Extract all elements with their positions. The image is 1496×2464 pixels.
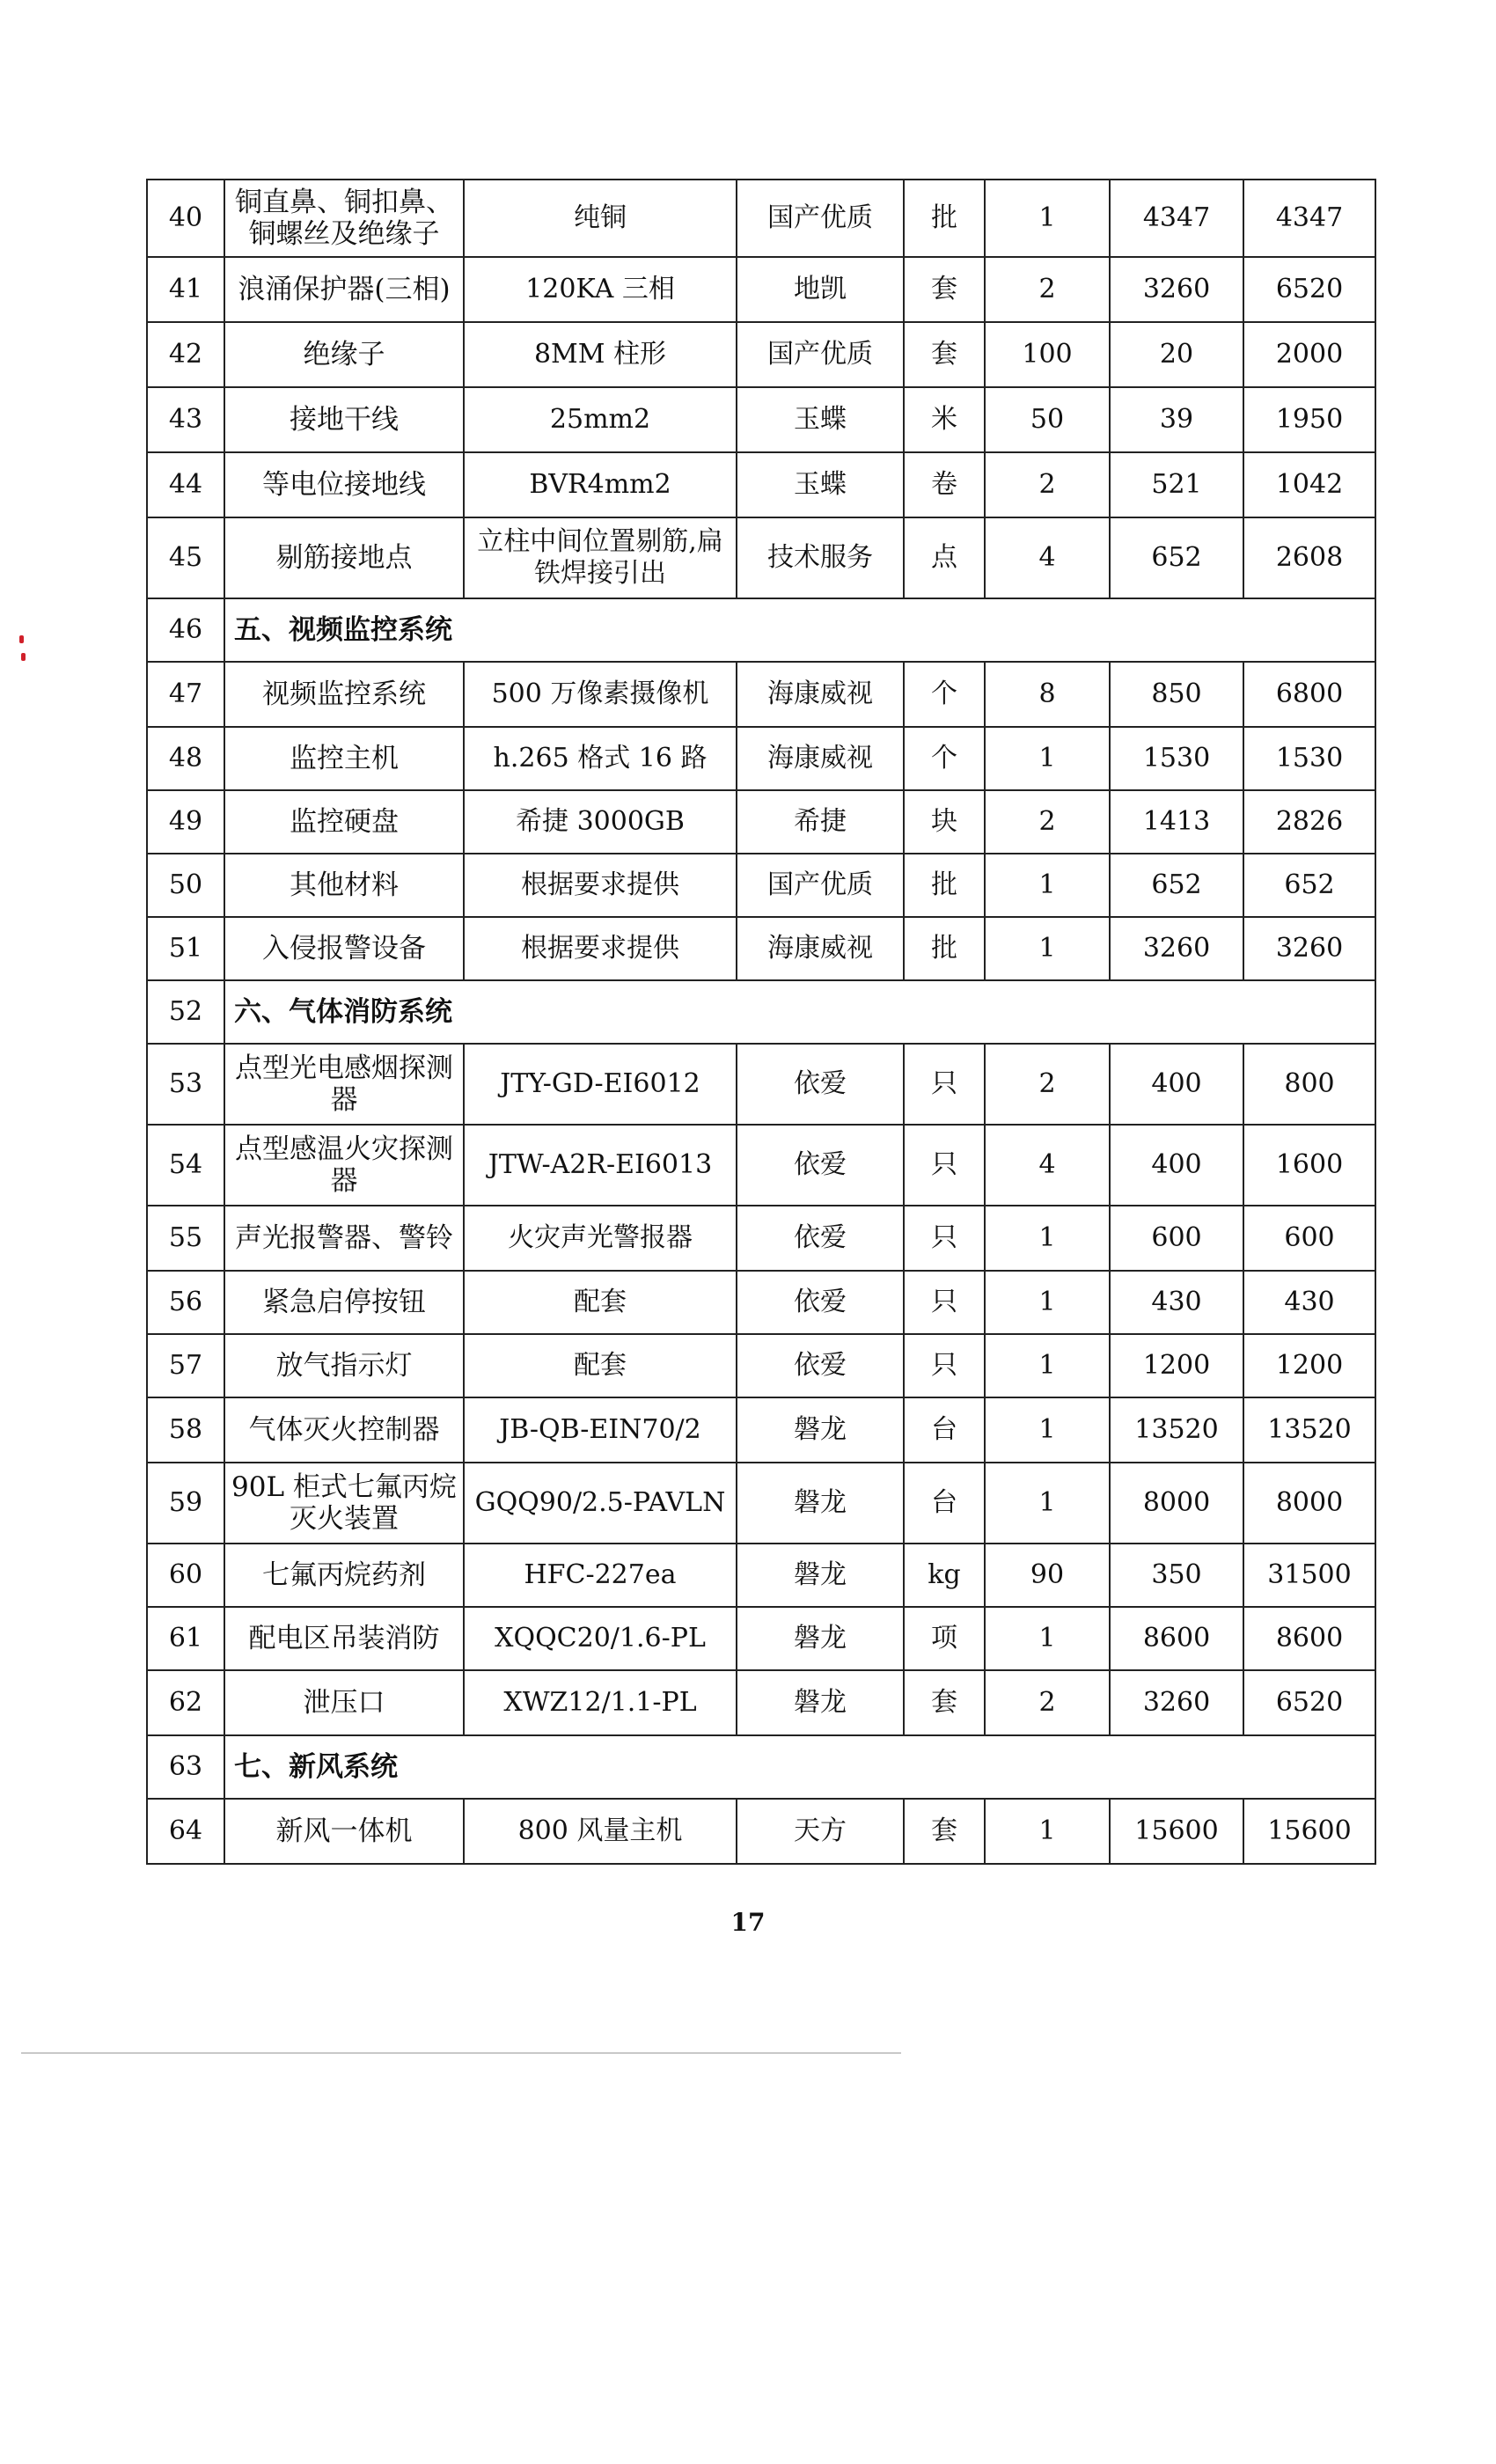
scan-artifact-line: [21, 2052, 901, 2054]
table-row: [147, 1271, 1375, 1334]
scan-artifact-mark: [19, 635, 24, 643]
row-number-cell: 49: [147, 790, 224, 854]
item-name-cell: 七氟丙烷药剂: [224, 1544, 464, 1607]
item-name-cell: 监控主机: [224, 727, 464, 790]
quantity-cell: 8: [985, 662, 1110, 727]
item-name-cell: 其他材料: [224, 854, 464, 917]
unit-cell: 项: [904, 1607, 985, 1670]
spec-cell: 配套: [464, 1271, 737, 1334]
spec-cell: JB-QB-EIN70/2: [464, 1397, 737, 1463]
brand-cell: 海康威视: [737, 727, 904, 790]
table-row: [147, 1463, 1375, 1544]
total-price-cell: 800: [1243, 1044, 1375, 1125]
unit-price-cell: 8600: [1110, 1607, 1243, 1670]
brand-cell: 依爱: [737, 1334, 904, 1397]
brand-cell: 天方: [737, 1799, 904, 1864]
row-number-cell: 59: [147, 1463, 224, 1544]
total-price-cell: 1200: [1243, 1334, 1375, 1397]
row-number-cell: 48: [147, 727, 224, 790]
item-name-cell: 绝缘子: [224, 322, 464, 387]
item-name-cell: 视频监控系统: [224, 662, 464, 727]
item-name-cell: 气体灭火控制器: [224, 1397, 464, 1463]
brand-cell: 磐龙: [737, 1397, 904, 1463]
quantity-cell: 1: [985, 854, 1110, 917]
quantity-cell: 2: [985, 452, 1110, 517]
table-row: [147, 387, 1375, 452]
spec-cell: 25mm2: [464, 387, 737, 452]
brand-cell: 依爱: [737, 1125, 904, 1206]
item-name-cell: 入侵报警设备: [224, 917, 464, 980]
unit-price-cell: 652: [1110, 517, 1243, 598]
unit-cell: 只: [904, 1044, 985, 1125]
unit-cell: 台: [904, 1463, 985, 1544]
brand-cell: 依爱: [737, 1044, 904, 1125]
quantity-cell: 2: [985, 1044, 1110, 1125]
item-name-cell: 放气指示灯: [224, 1334, 464, 1397]
page-number: 17: [730, 1908, 766, 1937]
table-row: [147, 662, 1375, 727]
spec-cell: 8MM 柱形: [464, 322, 737, 387]
total-price-cell: 4347: [1243, 180, 1375, 257]
row-number-cell: 50: [147, 854, 224, 917]
table-row: [147, 1670, 1375, 1735]
unit-price-cell: 350: [1110, 1544, 1243, 1607]
spec-cell: BVR4mm2: [464, 452, 737, 517]
quantity-cell: 4: [985, 517, 1110, 598]
table-row: [147, 917, 1375, 980]
quantity-cell: 90: [985, 1544, 1110, 1607]
unit-cell: 点: [904, 517, 985, 598]
table-row: [147, 790, 1375, 854]
table-row: [147, 1334, 1375, 1397]
unit-price-cell: 3260: [1110, 917, 1243, 980]
spec-cell: 根据要求提供: [464, 854, 737, 917]
item-name-cell: 等电位接地线: [224, 452, 464, 517]
spec-cell: XQQC20/1.6-PL: [464, 1607, 737, 1670]
total-price-cell: 8600: [1243, 1607, 1375, 1670]
table-row: [147, 1206, 1375, 1271]
quantity-cell: 4: [985, 1125, 1110, 1206]
item-name-cell: 声光报警器、警铃: [224, 1206, 464, 1271]
spec-cell: 配套: [464, 1334, 737, 1397]
section-row: [147, 980, 1375, 1044]
quantity-cell: 1: [985, 1463, 1110, 1544]
quantity-cell: 2: [985, 790, 1110, 854]
quantity-cell: 1: [985, 1206, 1110, 1271]
section-title-cell: 七、新风系统: [224, 1735, 1375, 1799]
brand-cell: 玉蝶: [737, 387, 904, 452]
brand-cell: 磐龙: [737, 1670, 904, 1735]
row-number-cell: 51: [147, 917, 224, 980]
row-number-cell: 52: [147, 980, 224, 1044]
row-number-cell: 61: [147, 1607, 224, 1670]
item-name-cell: 接地干线: [224, 387, 464, 452]
unit-price-cell: 39: [1110, 387, 1243, 452]
row-number-cell: 45: [147, 517, 224, 598]
spec-cell: HFC-227ea: [464, 1544, 737, 1607]
spec-cell: JTY-GD-EI6012: [464, 1044, 737, 1125]
unit-cell: 只: [904, 1334, 985, 1397]
brand-cell: 希捷: [737, 790, 904, 854]
total-price-cell: 6520: [1243, 257, 1375, 322]
unit-cell: 批: [904, 854, 985, 917]
unit-cell: 套: [904, 322, 985, 387]
quantity-cell: 1: [985, 917, 1110, 980]
spec-cell: 500 万像素摄像机: [464, 662, 737, 727]
quantity-cell: 1: [985, 1397, 1110, 1463]
brand-cell: 磐龙: [737, 1607, 904, 1670]
quantity-cell: 1: [985, 1271, 1110, 1334]
brand-cell: 依爱: [737, 1206, 904, 1271]
quantity-cell: 1: [985, 1607, 1110, 1670]
unit-price-cell: 521: [1110, 452, 1243, 517]
unit-price-cell: 1200: [1110, 1334, 1243, 1397]
total-price-cell: 3260: [1243, 917, 1375, 980]
total-price-cell: 8000: [1243, 1463, 1375, 1544]
row-number-cell: 64: [147, 1799, 224, 1864]
unit-cell: 个: [904, 727, 985, 790]
table-row: [147, 180, 1375, 257]
brand-cell: 国产优质: [737, 854, 904, 917]
spec-cell: 希捷 3000GB: [464, 790, 737, 854]
spec-cell: 120KA 三相: [464, 257, 737, 322]
brand-cell: 磐龙: [737, 1544, 904, 1607]
row-number-cell: 58: [147, 1397, 224, 1463]
row-number-cell: 53: [147, 1044, 224, 1125]
quantity-cell: 1: [985, 1334, 1110, 1397]
row-number-cell: 57: [147, 1334, 224, 1397]
unit-price-cell: 400: [1110, 1125, 1243, 1206]
row-number-cell: 62: [147, 1670, 224, 1735]
item-name-cell: 新风一体机: [224, 1799, 464, 1864]
unit-cell: 只: [904, 1125, 985, 1206]
unit-price-cell: 8000: [1110, 1463, 1243, 1544]
row-number-cell: 54: [147, 1125, 224, 1206]
section-title-cell: 五、视频监控系统: [224, 598, 1375, 662]
unit-cell: 套: [904, 257, 985, 322]
spec-cell: 根据要求提供: [464, 917, 737, 980]
table-row: [147, 1544, 1375, 1607]
table-row: [147, 452, 1375, 517]
brand-cell: 国产优质: [737, 180, 904, 257]
quantity-cell: 100: [985, 322, 1110, 387]
row-number-cell: 40: [147, 180, 224, 257]
item-name-cell: 紧急启停按钮: [224, 1271, 464, 1334]
unit-cell: kg: [904, 1544, 985, 1607]
brand-cell: 玉蝶: [737, 452, 904, 517]
quantity-cell: 2: [985, 257, 1110, 322]
spec-cell: h.265 格式 16 路: [464, 727, 737, 790]
quantity-cell: 1: [985, 1799, 1110, 1864]
table-row: [147, 322, 1375, 387]
unit-cell: 只: [904, 1206, 985, 1271]
unit-cell: 个: [904, 662, 985, 727]
row-number-cell: 63: [147, 1735, 224, 1799]
unit-price-cell: 1530: [1110, 727, 1243, 790]
spec-cell: JTW-A2R-EI6013: [464, 1125, 737, 1206]
unit-cell: 台: [904, 1397, 985, 1463]
item-name-cell: 点型光电感烟探测器: [224, 1044, 464, 1125]
total-price-cell: 6800: [1243, 662, 1375, 727]
total-price-cell: 1042: [1243, 452, 1375, 517]
total-price-cell: 600: [1243, 1206, 1375, 1271]
unit-cell: 块: [904, 790, 985, 854]
total-price-cell: 6520: [1243, 1670, 1375, 1735]
section-row: [147, 598, 1375, 662]
spec-cell: GQQ90/2.5-PAVLN: [464, 1463, 737, 1544]
total-price-cell: 652: [1243, 854, 1375, 917]
brand-cell: 国产优质: [737, 322, 904, 387]
quantity-cell: 1: [985, 180, 1110, 257]
table-row: [147, 1397, 1375, 1463]
brand-cell: 海康威视: [737, 662, 904, 727]
total-price-cell: 2826: [1243, 790, 1375, 854]
quantity-cell: 2: [985, 1670, 1110, 1735]
scan-artifact-mark: [21, 653, 26, 661]
brand-cell: 磐龙: [737, 1463, 904, 1544]
item-name-cell: 监控硬盘: [224, 790, 464, 854]
item-name-cell: 铜直鼻、铜扣鼻、铜螺丝及绝缘子: [224, 180, 464, 257]
unit-cell: 套: [904, 1799, 985, 1864]
item-name-cell: 剔筋接地点: [224, 517, 464, 598]
total-price-cell: 15600: [1243, 1799, 1375, 1864]
total-price-cell: 2608: [1243, 517, 1375, 598]
table-row: [147, 517, 1375, 598]
unit-price-cell: 3260: [1110, 1670, 1243, 1735]
brand-cell: 技术服务: [737, 517, 904, 598]
table-row: [147, 854, 1375, 917]
unit-price-cell: 1413: [1110, 790, 1243, 854]
row-number-cell: 46: [147, 598, 224, 662]
unit-price-cell: 4347: [1110, 180, 1243, 257]
row-number-cell: 43: [147, 387, 224, 452]
spec-cell: 火灾声光警报器: [464, 1206, 737, 1271]
equipment-price-table: [146, 179, 1376, 1865]
section-row: [147, 1735, 1375, 1799]
item-name-cell: 浪涌保护器(三相): [224, 257, 464, 322]
brand-cell: 海康威视: [737, 917, 904, 980]
unit-cell: 米: [904, 387, 985, 452]
total-price-cell: 1530: [1243, 727, 1375, 790]
total-price-cell: 13520: [1243, 1397, 1375, 1463]
unit-price-cell: 3260: [1110, 257, 1243, 322]
total-price-cell: 1950: [1243, 387, 1375, 452]
unit-price-cell: 20: [1110, 322, 1243, 387]
spec-cell: 800 风量主机: [464, 1799, 737, 1864]
spec-cell: 立柱中间位置剔筋,扁铁焊接引出: [464, 517, 737, 598]
total-price-cell: 31500: [1243, 1544, 1375, 1607]
brand-cell: 地凯: [737, 257, 904, 322]
total-price-cell: 2000: [1243, 322, 1375, 387]
unit-price-cell: 600: [1110, 1206, 1243, 1271]
table-row: [147, 1044, 1375, 1125]
row-number-cell: 60: [147, 1544, 224, 1607]
unit-price-cell: 430: [1110, 1271, 1243, 1334]
unit-price-cell: 400: [1110, 1044, 1243, 1125]
item-name-cell: 配电区吊装消防: [224, 1607, 464, 1670]
unit-cell: 只: [904, 1271, 985, 1334]
table-row: [147, 727, 1375, 790]
row-number-cell: 41: [147, 257, 224, 322]
table-row: [147, 1799, 1375, 1864]
total-price-cell: 430: [1243, 1271, 1375, 1334]
spec-cell: XWZ12/1.1-PL: [464, 1670, 737, 1735]
row-number-cell: 47: [147, 662, 224, 727]
item-name-cell: 泄压口: [224, 1670, 464, 1735]
row-number-cell: 42: [147, 322, 224, 387]
row-number-cell: 55: [147, 1206, 224, 1271]
quantity-cell: 1: [985, 727, 1110, 790]
row-number-cell: 56: [147, 1271, 224, 1334]
table-row: [147, 1607, 1375, 1670]
brand-cell: 依爱: [737, 1271, 904, 1334]
unit-cell: 卷: [904, 452, 985, 517]
total-price-cell: 1600: [1243, 1125, 1375, 1206]
section-title-cell: 六、气体消防系统: [224, 980, 1375, 1044]
unit-cell: 套: [904, 1670, 985, 1735]
table-body: [147, 180, 1375, 1864]
unit-price-cell: 850: [1110, 662, 1243, 727]
unit-cell: 批: [904, 917, 985, 980]
spec-cell: 纯铜: [464, 180, 737, 257]
table-row: [147, 1125, 1375, 1206]
table-row: [147, 257, 1375, 322]
unit-price-cell: 13520: [1110, 1397, 1243, 1463]
item-name-cell: 90L 柜式七氟丙烷灭火装置: [224, 1463, 464, 1544]
row-number-cell: 44: [147, 452, 224, 517]
unit-price-cell: 652: [1110, 854, 1243, 917]
unit-price-cell: 15600: [1110, 1799, 1243, 1864]
quantity-cell: 50: [985, 387, 1110, 452]
unit-cell: 批: [904, 180, 985, 257]
item-name-cell: 点型感温火灾探测器: [224, 1125, 464, 1206]
